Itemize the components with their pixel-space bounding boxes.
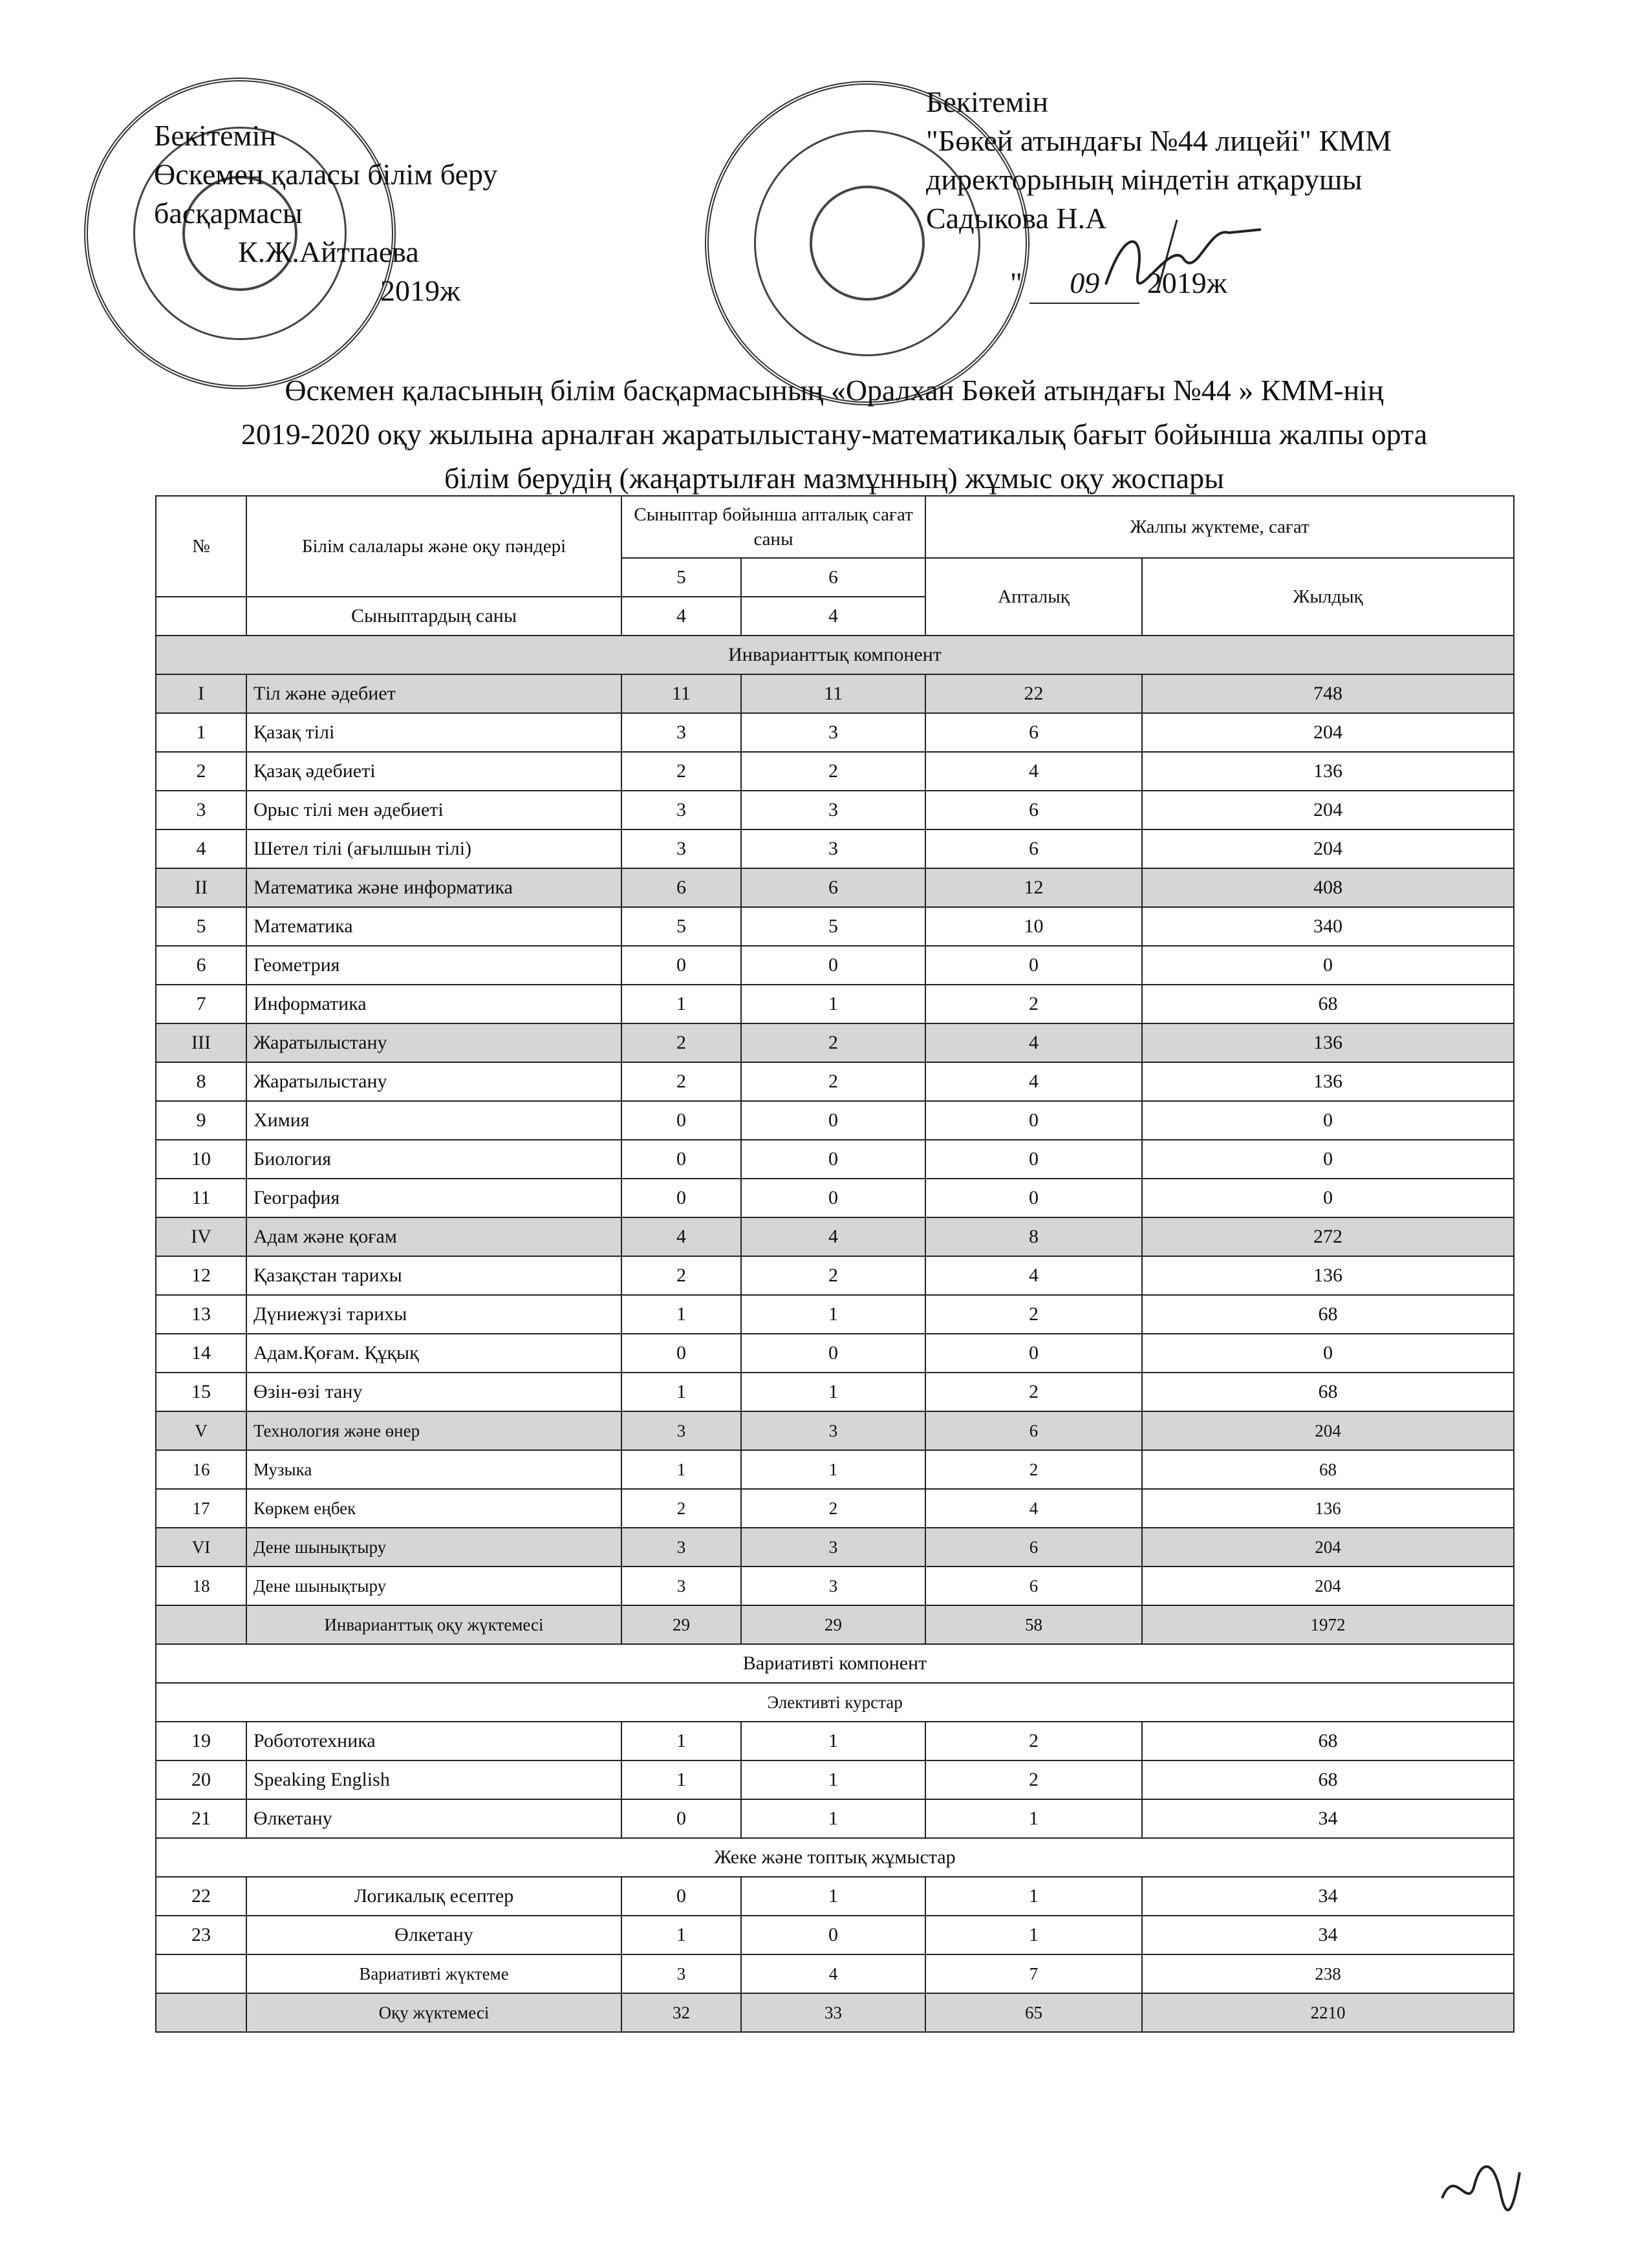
row-number: 18 bbox=[156, 1567, 246, 1605]
variative-total-yearly: 238 bbox=[1142, 1954, 1514, 1993]
row-weekly: 2 bbox=[925, 1295, 1142, 1334]
row-subject: Қазақ тілі bbox=[246, 713, 621, 752]
header-grade-6: 6 bbox=[741, 558, 925, 597]
row-grade-5: 1 bbox=[621, 1760, 741, 1799]
row-number: 2 bbox=[156, 752, 246, 791]
elective-row bbox=[156, 1799, 1514, 1838]
row-weekly: 0 bbox=[925, 1101, 1142, 1140]
row-grade-5: 3 bbox=[621, 1528, 741, 1567]
row-grade-5: 1 bbox=[621, 1373, 741, 1411]
row-grade-5: 0 bbox=[621, 946, 741, 985]
row-grade-5: 0 bbox=[621, 1140, 741, 1179]
row-number: III bbox=[156, 1023, 246, 1062]
row-grade-6: 0 bbox=[741, 1334, 925, 1373]
row-grade-6: 1 bbox=[741, 1722, 925, 1760]
header-total-load: Жалпы жүктеме, сағат bbox=[925, 496, 1514, 558]
row-grade-5: 1 bbox=[621, 1450, 741, 1489]
row-yearly: 136 bbox=[1142, 752, 1514, 791]
approval-dept: басқармасы bbox=[154, 197, 303, 230]
row-yearly: 68 bbox=[1142, 1373, 1514, 1411]
document-title bbox=[149, 369, 1520, 500]
header-num: № bbox=[156, 496, 246, 597]
row-subject: География bbox=[246, 1179, 621, 1217]
elective-header-row bbox=[156, 1683, 1514, 1722]
row-number: 22 bbox=[156, 1877, 246, 1916]
approval-title: Бекітемін bbox=[154, 119, 276, 152]
row-yearly: 136 bbox=[1142, 1023, 1514, 1062]
grand-total-yearly: 2210 bbox=[1142, 1993, 1514, 2032]
title-line-3: білім берудің (жаңартылған мазмұнның) жұмыс оқу жоспары bbox=[444, 462, 1224, 495]
row-number: 17 bbox=[156, 1489, 246, 1528]
row-grade-6: 1 bbox=[741, 1877, 925, 1916]
approval-date: 2019ж bbox=[380, 274, 460, 307]
row-grade-5: 1 bbox=[621, 1916, 741, 1954]
row-yearly: 0 bbox=[1142, 1101, 1514, 1140]
row-number: 7 bbox=[156, 985, 246, 1023]
row-grade-5: 1 bbox=[621, 985, 741, 1023]
row-subject: Қазақстан тарихы bbox=[246, 1256, 621, 1295]
row-weekly: 6 bbox=[925, 791, 1142, 829]
grand-total-grade-5: 32 bbox=[621, 1993, 741, 2032]
invariant-component-label: Инварианттық компонент bbox=[156, 636, 1514, 674]
row-yearly: 204 bbox=[1142, 1567, 1514, 1605]
row-weekly: 2 bbox=[925, 1760, 1142, 1799]
row-number: I bbox=[156, 674, 246, 713]
row-grade-6: 3 bbox=[741, 829, 925, 868]
individual-row bbox=[156, 1916, 1514, 1954]
row-subject: Музыка bbox=[246, 1450, 621, 1489]
row-yearly: 0 bbox=[1142, 1179, 1514, 1217]
approval-date-month: 09 bbox=[1029, 264, 1139, 304]
row-subject: Адам.Қоғам. Құқық bbox=[246, 1334, 621, 1373]
row-weekly: 8 bbox=[925, 1217, 1142, 1256]
row-yearly: 204 bbox=[1142, 829, 1514, 868]
individual-row bbox=[156, 1877, 1514, 1916]
total-grade-5: 29 bbox=[621, 1605, 741, 1644]
row-subject: Информатика bbox=[246, 985, 621, 1023]
row-grade-5: 0 bbox=[621, 1179, 741, 1217]
row-weekly: 6 bbox=[925, 713, 1142, 752]
table-row bbox=[156, 1450, 1514, 1489]
row-weekly: 0 bbox=[925, 1179, 1142, 1217]
row-weekly: 6 bbox=[925, 1411, 1142, 1450]
row-subject: Жаратылыстану bbox=[246, 1023, 621, 1062]
row-weekly: 1 bbox=[925, 1916, 1142, 1954]
row-yearly: 34 bbox=[1142, 1877, 1514, 1916]
table-row bbox=[156, 1179, 1514, 1217]
row-subject: Дүниежүзі тарихы bbox=[246, 1295, 621, 1334]
row-grade-6: 1 bbox=[741, 1373, 925, 1411]
row-yearly: 340 bbox=[1142, 907, 1514, 946]
row-number: 5 bbox=[156, 907, 246, 946]
row-weekly: 6 bbox=[925, 829, 1142, 868]
table-row bbox=[156, 1295, 1514, 1334]
row-yearly: 748 bbox=[1142, 674, 1514, 713]
row-yearly: 68 bbox=[1142, 1450, 1514, 1489]
row-subject: Дене шынықтыру bbox=[246, 1528, 621, 1567]
row-yearly: 204 bbox=[1142, 1528, 1514, 1567]
row-subject: Өлкетану bbox=[246, 1799, 621, 1838]
title-line-1: Өскемен қаласының білім басқармасының «Оралхан Бөкей атындағы №44 » КММ-нің bbox=[285, 374, 1384, 407]
row-weekly: 6 bbox=[925, 1528, 1142, 1567]
row-grade-6: 0 bbox=[741, 1916, 925, 1954]
row-subject: Speaking English bbox=[246, 1760, 621, 1799]
table-row bbox=[156, 829, 1514, 868]
row-yearly: 204 bbox=[1142, 713, 1514, 752]
row-number: 4 bbox=[156, 829, 246, 868]
row-weekly: 22 bbox=[925, 674, 1142, 713]
row-yearly: 272 bbox=[1142, 1217, 1514, 1256]
approval-date-day: " bbox=[1010, 266, 1022, 299]
row-grade-6: 11 bbox=[741, 674, 925, 713]
row-number: 16 bbox=[156, 1450, 246, 1489]
corner-signature bbox=[1436, 2153, 1526, 2224]
row-number: 8 bbox=[156, 1062, 246, 1101]
row-yearly: 34 bbox=[1142, 1916, 1514, 1954]
row-yearly: 408 bbox=[1142, 868, 1514, 907]
row-number: II bbox=[156, 868, 246, 907]
approval-title: Бекітемін bbox=[926, 85, 1048, 118]
table-row bbox=[156, 752, 1514, 791]
row-subject: Химия bbox=[246, 1101, 621, 1140]
row-grade-6: 3 bbox=[741, 713, 925, 752]
row-grade-5: 0 bbox=[621, 1877, 741, 1916]
variative-total-grade-6: 4 bbox=[741, 1954, 925, 1993]
row-weekly: 2 bbox=[925, 1450, 1142, 1489]
row-grade-5: 3 bbox=[621, 829, 741, 868]
row-grade-6: 3 bbox=[741, 1528, 925, 1567]
row-grade-6: 2 bbox=[741, 752, 925, 791]
row-number: 3 bbox=[156, 791, 246, 829]
row-grade-5: 2 bbox=[621, 1062, 741, 1101]
row-yearly: 68 bbox=[1142, 1295, 1514, 1334]
grand-total-row bbox=[156, 1993, 1514, 2032]
row-subject: Өзін-өзі тану bbox=[246, 1373, 621, 1411]
row-grade-5: 4 bbox=[621, 1217, 741, 1256]
total-label: Инварианттық оқу жүктемесі bbox=[246, 1605, 621, 1644]
row-subject: Орыс тілі мен әдебиеті bbox=[246, 791, 621, 829]
row-weekly: 0 bbox=[925, 1140, 1142, 1179]
row-number: 23 bbox=[156, 1916, 246, 1954]
row-grade-6: 0 bbox=[741, 1101, 925, 1140]
row-subject: Шетел тілі (ағылшын тілі) bbox=[246, 829, 621, 868]
row-number: 15 bbox=[156, 1373, 246, 1411]
row-grade-5: 2 bbox=[621, 1256, 741, 1295]
variative-header-row bbox=[156, 1644, 1514, 1683]
elective-courses-label: Элективті курстар bbox=[156, 1683, 1514, 1722]
row-grade-5: 11 bbox=[621, 674, 741, 713]
row-weekly: 0 bbox=[925, 946, 1142, 985]
table-row bbox=[156, 907, 1514, 946]
table-row bbox=[156, 1140, 1514, 1179]
row-yearly: 0 bbox=[1142, 946, 1514, 985]
table-row bbox=[156, 791, 1514, 829]
row-grade-5: 0 bbox=[621, 1334, 741, 1373]
row-number: 6 bbox=[156, 946, 246, 985]
row-grade-6: 2 bbox=[741, 1023, 925, 1062]
row-grade-6: 2 bbox=[741, 1062, 925, 1101]
row-number: 11 bbox=[156, 1179, 246, 1217]
row-weekly: 6 bbox=[925, 1567, 1142, 1605]
row-grade-5: 2 bbox=[621, 1489, 741, 1528]
row-yearly: 0 bbox=[1142, 1334, 1514, 1373]
row-grade-6: 1 bbox=[741, 1760, 925, 1799]
individual-work-label: Жеке және топтық жұмыстар bbox=[156, 1838, 1514, 1877]
variative-component-label: Вариативті компонент bbox=[156, 1644, 1514, 1683]
header-grade-5: 5 bbox=[621, 558, 741, 597]
row-grade-6: 1 bbox=[741, 1295, 925, 1334]
section-row bbox=[156, 674, 1514, 713]
row-yearly: 68 bbox=[1142, 985, 1514, 1023]
row-number: 12 bbox=[156, 1256, 246, 1295]
total-yearly: 1972 bbox=[1142, 1605, 1514, 1644]
row-weekly: 1 bbox=[925, 1877, 1142, 1916]
grand-total-weekly: 65 bbox=[925, 1993, 1142, 2032]
row-grade-6: 5 bbox=[741, 907, 925, 946]
row-subject: Технология және өнер bbox=[246, 1411, 621, 1450]
row-weekly: 10 bbox=[925, 907, 1142, 946]
row-number: VI bbox=[156, 1528, 246, 1567]
table-row bbox=[156, 1101, 1514, 1140]
row-weekly: 4 bbox=[925, 1489, 1142, 1528]
table-row bbox=[156, 1373, 1514, 1411]
row-subject: Қазақ әдебиеті bbox=[246, 752, 621, 791]
row-grade-6: 3 bbox=[741, 791, 925, 829]
row-grade-5: 3 bbox=[621, 1567, 741, 1605]
row-weekly: 4 bbox=[925, 752, 1142, 791]
row-subject: Адам және қоғам bbox=[246, 1217, 621, 1256]
row-subject: Математика bbox=[246, 907, 621, 946]
row-weekly: 2 bbox=[925, 985, 1142, 1023]
elective-row bbox=[156, 1760, 1514, 1799]
row-yearly: 136 bbox=[1142, 1489, 1514, 1528]
row-grade-6: 1 bbox=[741, 985, 925, 1023]
row-subject: Логикалық есептер bbox=[246, 1877, 621, 1916]
row-weekly: 12 bbox=[925, 868, 1142, 907]
row-grade-5: 3 bbox=[621, 791, 741, 829]
row-number: 14 bbox=[156, 1334, 246, 1373]
row-yearly: 34 bbox=[1142, 1799, 1514, 1838]
header-weekly: Апталық bbox=[925, 558, 1142, 636]
row-grade-5: 1 bbox=[621, 1295, 741, 1334]
total-grade-6: 29 bbox=[741, 1605, 925, 1644]
table-row bbox=[156, 1062, 1514, 1101]
individual-header-row bbox=[156, 1838, 1514, 1877]
approval-person: К.Ж.Айтпаева bbox=[238, 235, 419, 268]
row-grade-5: 3 bbox=[621, 1411, 741, 1450]
table-row bbox=[156, 946, 1514, 985]
row-grade-6: 1 bbox=[741, 1799, 925, 1838]
table-row bbox=[156, 1567, 1514, 1605]
row-subject: Өлкетану bbox=[246, 1916, 621, 1954]
section-row bbox=[156, 868, 1514, 907]
row-weekly: 2 bbox=[925, 1373, 1142, 1411]
handwritten-signature bbox=[1099, 213, 1267, 310]
row-grade-6: 1 bbox=[741, 1450, 925, 1489]
table-row bbox=[156, 1489, 1514, 1528]
approval-person: Садыкова Н.А bbox=[926, 202, 1107, 235]
elective-row bbox=[156, 1722, 1514, 1760]
row-yearly: 136 bbox=[1142, 1256, 1514, 1295]
header-subjects: Білім салалары және оқу пәндері bbox=[246, 496, 621, 597]
row-weekly: 4 bbox=[925, 1023, 1142, 1062]
section-row bbox=[156, 1217, 1514, 1256]
row-grade-5: 6 bbox=[621, 868, 741, 907]
approval-org: Өскемен қаласы білім беру bbox=[154, 158, 498, 191]
row-weekly: 2 bbox=[925, 1722, 1142, 1760]
row-subject: Биология bbox=[246, 1140, 621, 1179]
row-grade-5: 0 bbox=[621, 1101, 741, 1140]
row-number: 20 bbox=[156, 1760, 246, 1799]
row-grade-5: 0 bbox=[621, 1799, 741, 1838]
row-weekly: 4 bbox=[925, 1062, 1142, 1101]
header-weekly-by-class: Сыныптар бойынша апталық сағат саны bbox=[621, 496, 925, 558]
row-number: 9 bbox=[156, 1101, 246, 1140]
approval-block-left bbox=[154, 116, 497, 310]
row-subject: Дене шынықтыру bbox=[246, 1567, 621, 1605]
row-grade-6: 0 bbox=[741, 946, 925, 985]
row-number: 21 bbox=[156, 1799, 246, 1838]
variative-total-weekly: 7 bbox=[925, 1954, 1142, 1993]
row-number: 19 bbox=[156, 1722, 246, 1760]
row-weekly: 4 bbox=[925, 1256, 1142, 1295]
row-grade-6: 6 bbox=[741, 868, 925, 907]
table-row bbox=[156, 1334, 1514, 1373]
row-grade-6: 2 bbox=[741, 1489, 925, 1528]
state-emblem-icon bbox=[810, 186, 925, 301]
row-number: 1 bbox=[156, 713, 246, 752]
row-grade-5: 5 bbox=[621, 907, 741, 946]
section-row bbox=[156, 1411, 1514, 1450]
row-subject: Геометрия bbox=[246, 946, 621, 985]
row-grade-6: 0 bbox=[741, 1140, 925, 1179]
table-row bbox=[156, 985, 1514, 1023]
row-weekly: 1 bbox=[925, 1799, 1142, 1838]
class-count-6: 4 bbox=[741, 597, 925, 636]
total-weekly: 58 bbox=[925, 1605, 1142, 1644]
title-line-2: 2019-2020 оқу жылына арналған жаратылыстану-математикалық бағыт бойынша жалпы орта bbox=[241, 418, 1428, 451]
row-subject: Робототехника bbox=[246, 1722, 621, 1760]
row-yearly: 204 bbox=[1142, 791, 1514, 829]
row-number: 13 bbox=[156, 1295, 246, 1334]
row-number: 10 bbox=[156, 1140, 246, 1179]
row-yearly: 0 bbox=[1142, 1140, 1514, 1179]
row-grade-6: 0 bbox=[741, 1179, 925, 1217]
row-grade-5: 2 bbox=[621, 752, 741, 791]
class-count-label: Сыныптардың саны bbox=[246, 597, 621, 636]
row-number: IV bbox=[156, 1217, 246, 1256]
row-grade-5: 3 bbox=[621, 713, 741, 752]
row-grade-5: 1 bbox=[621, 1722, 741, 1760]
approval-date-year: 2019ж bbox=[1147, 266, 1227, 299]
row-number: V bbox=[156, 1411, 246, 1450]
row-subject: Жаратылыстану bbox=[246, 1062, 621, 1101]
grand-total-grade-6: 33 bbox=[741, 1993, 925, 2032]
variative-total-label: Вариативті жүктеме bbox=[246, 1954, 621, 1993]
curriculum-table bbox=[155, 495, 1514, 2033]
approval-position: директорының міндетін атқарушы bbox=[926, 163, 1363, 196]
section-row bbox=[156, 1528, 1514, 1567]
row-grade-6: 3 bbox=[741, 1411, 925, 1450]
row-weekly: 0 bbox=[925, 1334, 1142, 1373]
table-row bbox=[156, 1256, 1514, 1295]
row-yearly: 204 bbox=[1142, 1411, 1514, 1450]
grand-total-label: Оқу жүктемесі bbox=[246, 1993, 621, 2032]
approval-org: "Бөкей атындағы №44 лицейі" КММ bbox=[926, 124, 1392, 157]
row-subject: Көркем еңбек bbox=[246, 1489, 621, 1528]
row-subject: Математика және информатика bbox=[246, 868, 621, 907]
row-grade-6: 4 bbox=[741, 1217, 925, 1256]
variative-total-row bbox=[156, 1954, 1514, 1993]
row-subject: Тіл және әдебиет bbox=[246, 674, 621, 713]
row-grade-6: 2 bbox=[741, 1256, 925, 1295]
row-yearly: 68 bbox=[1142, 1722, 1514, 1760]
section-row bbox=[156, 1023, 1514, 1062]
row-grade-6: 3 bbox=[741, 1567, 925, 1605]
row-yearly: 136 bbox=[1142, 1062, 1514, 1101]
header-yearly: Жылдық bbox=[1142, 558, 1514, 636]
row-grade-5: 2 bbox=[621, 1023, 741, 1062]
row-yearly: 68 bbox=[1142, 1760, 1514, 1799]
variative-total-grade-5: 3 bbox=[621, 1954, 741, 1993]
table-row bbox=[156, 713, 1514, 752]
invariant-total-row bbox=[156, 1605, 1514, 1644]
class-count-5: 4 bbox=[621, 597, 741, 636]
